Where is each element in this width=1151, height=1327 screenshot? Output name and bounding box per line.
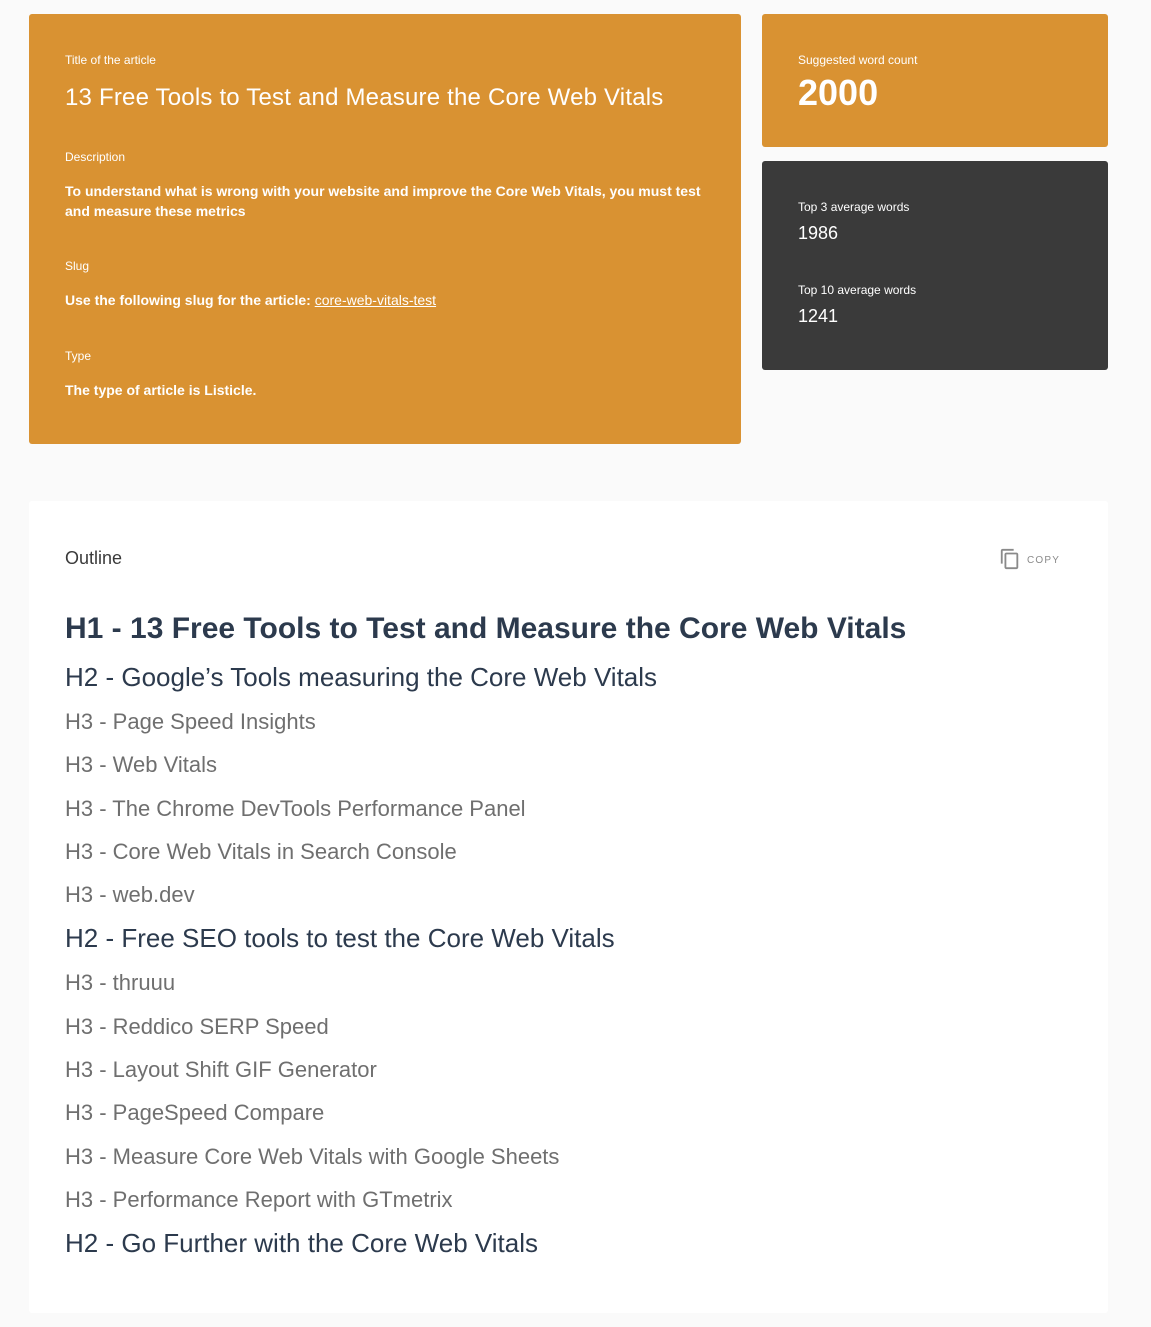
top3-label: Top 3 average words [798, 200, 910, 214]
outline-item-h3: H3 - Page Speed Insights [65, 709, 316, 734]
title-label: Title of the article [65, 53, 156, 67]
outline-item-h1: H1 - 13 Free Tools to Test and Measure the Core Web Vitals [65, 612, 907, 645]
article-info-card [29, 14, 741, 444]
outline-item-h3: H3 - Web Vitals [65, 752, 218, 778]
description-label: Description [65, 150, 126, 164]
average-words-card [762, 161, 1108, 370]
slug-text [65, 292, 436, 308]
copy-icon [999, 548, 1021, 573]
top10-label: Top 10 average words [798, 283, 917, 297]
outline-item-h3: H3 - web.dev [65, 882, 195, 908]
outline-item-h3: H3 - thruuu [65, 970, 176, 996]
outline-item-h3: H3 - PageSpeed Compare [65, 1100, 325, 1126]
outline-item-h3: H3 - Layout Shift GIF Generator [65, 1057, 377, 1083]
word-count-label: Suggested word count [798, 53, 918, 67]
copy-button[interactable] [999, 547, 1060, 573]
outline-item-h3: H3 - Measure Core Web Vitals with Google Sheets [65, 1143, 560, 1169]
top10-value: 1241 [798, 306, 839, 326]
word-count-card [762, 14, 1108, 147]
outline-heading: Outline [65, 548, 123, 568]
outline-list [65, 607, 1072, 1266]
top3-value: 1986 [798, 223, 839, 243]
article-type: The type of article is Listicle. [65, 382, 257, 398]
outline-item-h2: H2 - Free SEO tools to test the Core Web Vitals [65, 923, 615, 954]
outline-item-h3: H3 - Performance Report with GTmetrix [65, 1186, 453, 1212]
copy-label: COPY [1027, 554, 1061, 566]
article-description: To understand what is wrong with your website and improve the Core Web Vitals, you must test and measure these metrics [65, 183, 701, 219]
word-count-value: 2000 [798, 72, 879, 113]
outline-card [29, 501, 1108, 1313]
outline-item-h2: H2 - Google’s Tools measuring the Core Web Vitals [65, 662, 658, 692]
article-title: 13 Free Tools to Test and Measure the Core Web Vitals [65, 84, 664, 111]
slug-prefix: Use the following slug for the article: [65, 292, 315, 308]
outline-item-h2: H2 - Go Further with the Core Web Vitals [65, 1228, 539, 1259]
outline-item-h3: H3 - The Chrome DevTools Performance Panel [65, 795, 526, 821]
outline-item-h3: H3 - Reddico SERP Speed [65, 1013, 329, 1039]
slug-label: Slug [65, 259, 90, 273]
type-label: Type [65, 349, 92, 363]
slug-link[interactable]: core-web-vitals-test [314, 292, 437, 308]
outline-item-h3: H3 - Core Web Vitals in Search Console [65, 838, 457, 864]
